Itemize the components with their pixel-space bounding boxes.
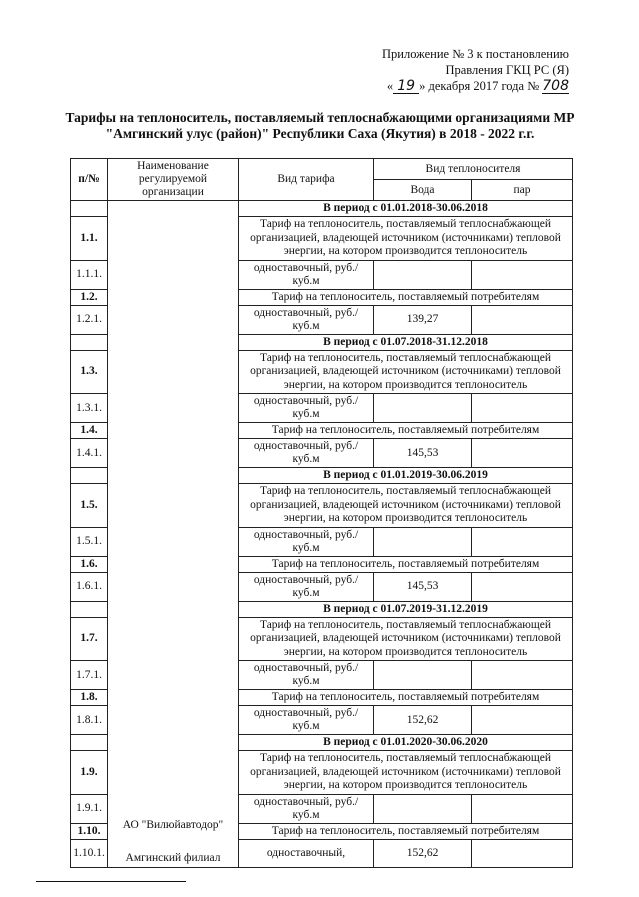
water-value: 145,53 (374, 439, 472, 468)
row-number (71, 201, 108, 217)
open-quote: « (386, 79, 394, 93)
row-number (71, 735, 108, 751)
water-value (374, 527, 472, 556)
row-number: 1.6. (71, 556, 108, 572)
row-number: 1.3.1. (71, 394, 108, 423)
tariff-description: Тариф на теплоноситель, поставляемый теплоснабжающей организацией, владеющей источником (источниками) тепловой энергии, на котором производится теплоноситель (239, 350, 573, 394)
steam-value (472, 394, 573, 423)
rate-type: одноставочный, руб./куб.м (239, 394, 374, 423)
decree-number: 708 (542, 78, 569, 94)
steam-value (472, 839, 573, 867)
period-label: В период с 01.01.2018-30.06.2018 (239, 201, 573, 217)
water-value: 152,62 (374, 839, 472, 867)
rate-type: одноставочный, руб./куб.м (239, 260, 374, 289)
tariff-description: Тариф на теплоноситель, поставляемый потребителям (239, 423, 573, 439)
row-number: 1.4. (71, 423, 108, 439)
steam-value (472, 794, 573, 823)
period-label: В период с 01.01.2019-30.06.2019 (239, 468, 573, 484)
appendix-line-2: Правления ГКЦ РС (Я) (445, 63, 569, 77)
tariff-description: Тариф на теплоноситель, поставляемый теплоснабжающей организацией, владеющей источником (источниками) тепловой энергии, на котором производится теплоноситель (239, 484, 573, 528)
appendix-header (382, 46, 569, 94)
row-number (71, 468, 108, 484)
steam-value (472, 527, 573, 556)
rate-type: одноставочный, (239, 839, 374, 867)
organization-branch: Амгинский филиал (125, 851, 221, 864)
row-number: 1.5. (71, 484, 108, 528)
organization-name: АО "Вилюйавтодор" (122, 818, 224, 831)
row-number: 1.10. (71, 823, 108, 839)
decree-day: 19 (393, 79, 419, 94)
row-number: 1.7. (71, 617, 108, 661)
row-number: 1.8.1. (71, 706, 108, 735)
col-header-number: п/№ (71, 159, 108, 201)
water-value (374, 260, 472, 289)
rate-type: одноставочный, руб./куб.м (239, 305, 374, 334)
row-number: 1.8. (71, 690, 108, 706)
decree-month-year: » декабря 2017 года № (419, 79, 540, 93)
water-value (374, 661, 472, 690)
row-number: 1.9.1. (71, 794, 108, 823)
tariff-description: Тариф на теплоноситель, поставляемый потребителям (239, 690, 573, 706)
tariff-description: Тариф на теплоноситель, поставляемый теплоснабжающей организацией, владеющей источником (источниками) тепловой энергии, на котором производится теплоноситель (239, 751, 573, 795)
tariff-description: Тариф на теплоноситель, поставляемый потребителям (239, 823, 573, 839)
period-label: В период с 01.01.2020-30.06.2020 (239, 735, 573, 751)
row-number: 1.7.1. (71, 661, 108, 690)
col-header-tariff-type: Вид тарифа (239, 159, 374, 201)
tariff-description: Тариф на теплоноситель, поставляемый потребителям (239, 289, 573, 305)
steam-value (472, 572, 573, 601)
tariff-description: Тариф на теплоноситель, поставляемый теплоснабжающей организацией, владеющей источником (источниками) тепловой энергии, на котором производится теплоноситель (239, 217, 573, 261)
row-number: 1.1. (71, 217, 108, 261)
steam-value (472, 661, 573, 690)
col-header-organization: Наименование регулируемой организации (108, 159, 239, 201)
tariff-table (70, 158, 573, 868)
row-number (71, 334, 108, 350)
rate-type: одноставочный, руб./куб.м (239, 794, 374, 823)
row-number: 1.5.1. (71, 527, 108, 556)
row-number: 1.3. (71, 350, 108, 394)
steam-value (472, 305, 573, 334)
row-number (71, 601, 108, 617)
col-header-steam: пар (472, 180, 573, 201)
water-value: 139,27 (374, 305, 472, 334)
period-label: В период с 01.07.2018-31.12.2018 (239, 334, 573, 350)
table-header-row (71, 159, 573, 180)
row-number: 1.2.1. (71, 305, 108, 334)
row-number: 1.1.1. (71, 260, 108, 289)
col-header-carrier-type: Вид теплоносителя (374, 159, 573, 180)
row-number: 1.6.1. (71, 572, 108, 601)
footnote-divider (36, 881, 186, 882)
row-number: 1.4.1. (71, 439, 108, 468)
col-header-water: Вода (374, 180, 472, 201)
row-number: 1.10.1. (71, 839, 108, 867)
period-label: В период с 01.07.2019-31.12.2019 (239, 601, 573, 617)
rate-type: одноставочный, руб./куб.м (239, 661, 374, 690)
rate-type: одноставочный, руб./куб.м (239, 527, 374, 556)
period-row (71, 201, 573, 217)
tariff-description: Тариф на теплоноситель, поставляемый теплоснабжающей организацией, владеющей источником (источниками) тепловой энергии, на котором производится теплоноситель (239, 617, 573, 661)
tariff-description: Тариф на теплоноситель, поставляемый потребителям (239, 556, 573, 572)
steam-value (472, 706, 573, 735)
appendix-line-1: Приложение № 3 к постановлению (382, 47, 569, 61)
water-value: 145,53 (374, 572, 472, 601)
water-value (374, 394, 472, 423)
appendix-date-line (382, 78, 569, 94)
water-value (374, 794, 472, 823)
rate-type: одноставочный, руб./куб.м (239, 706, 374, 735)
organization-cell (108, 201, 239, 868)
water-value: 152,62 (374, 706, 472, 735)
rate-type: одноставочный, руб./куб.м (239, 572, 374, 601)
row-number: 1.2. (71, 289, 108, 305)
rate-type: одноставочный, руб./куб.м (239, 439, 374, 468)
document-title: Тарифы на теплоноситель, поставляемый теплоснабжающими организациями МР "Амгинский улус (район)" Республики Саха (Якутия) в 2018 - 2022 г.г. (65, 110, 575, 141)
steam-value (472, 439, 573, 468)
row-number: 1.9. (71, 751, 108, 795)
steam-value (472, 260, 573, 289)
table-body (71, 201, 573, 868)
